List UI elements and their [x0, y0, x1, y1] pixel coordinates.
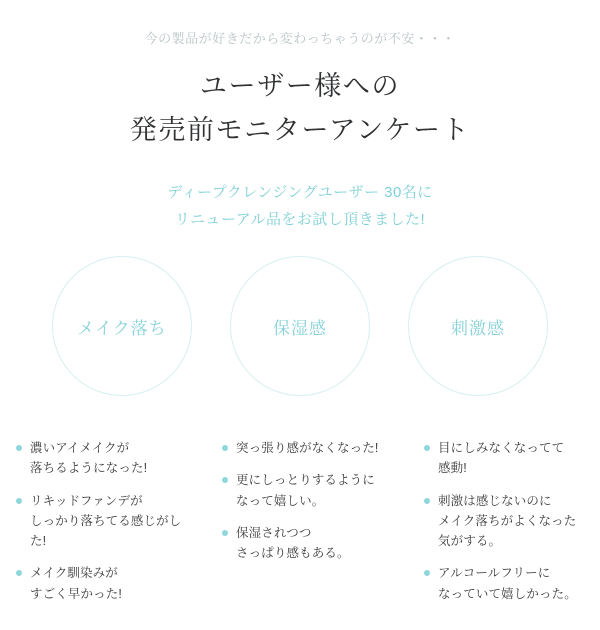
list-item-line: なっていて嬉しかった。	[438, 586, 577, 601]
lead-line-2: リニューアル品をお試し頂きました!	[174, 211, 426, 229]
category-circle-label: 刺激感	[450, 318, 506, 338]
list-item	[222, 438, 390, 458]
page-title	[0, 65, 600, 152]
lead-line-1: ディープクレンジングユーザー 30名に	[167, 183, 433, 201]
list-item-line: 濃いアイメイクが	[30, 441, 130, 455]
category-circle-label: 保湿感	[272, 318, 328, 338]
list-item-line: リキッドファンデが	[30, 493, 143, 508]
list-item-line: 落ちるようになった!	[30, 461, 148, 476]
list-item-line: 更にしっとりするように	[236, 473, 375, 488]
list-item	[424, 491, 590, 552]
list-item-line: メイク馴染みが	[30, 566, 118, 581]
list-item	[16, 563, 190, 604]
list-item	[222, 523, 390, 564]
list-item	[424, 563, 590, 604]
list-item-line: すごく早かった!	[30, 586, 122, 601]
list-item-line: アルコールフリーに	[438, 566, 551, 581]
category-circle-label: メイク落ち	[77, 318, 167, 338]
list-item-line: 目にしみなくなってて	[438, 441, 565, 455]
category-circles	[0, 256, 600, 406]
comments-column-moisture	[200, 438, 400, 616]
list-item-line: さっぱり感もある。	[236, 546, 350, 560]
list-item	[16, 438, 190, 479]
list-item-line: 気がする。	[438, 534, 502, 548]
survey-infographic	[0, 30, 600, 630]
page-title-line-1: ユーザー様への	[199, 71, 401, 102]
comments-columns	[0, 438, 600, 616]
category-circle-makeup-removal	[52, 256, 192, 396]
list-item-line: メイク落ちがよくなった	[438, 513, 577, 528]
comments-column-makeup-removal	[0, 438, 200, 616]
list-item	[424, 438, 590, 479]
lead-text	[0, 179, 600, 235]
list-item	[16, 491, 190, 552]
eyebrow-text: 今の製品が好きだから変わっちゃうのが不安・・・	[144, 31, 456, 46]
category-circle-moisture	[230, 256, 370, 396]
list-item-line: なって嬉しい。	[236, 493, 325, 508]
comments-column-irritation	[400, 438, 600, 616]
list-item	[222, 470, 390, 511]
category-circle-irritation	[408, 256, 548, 396]
list-item-line: 感動!	[438, 461, 467, 476]
list-item-line: 刺激は感じないのに	[438, 493, 552, 508]
list-item-line: しっかり落ちてる感じがした!	[30, 513, 182, 548]
list-item-line: 突っ張り感がなくなった!	[236, 441, 379, 455]
list-item-line: 保湿されつつ	[236, 525, 312, 540]
page-title-line-2: 発売前モニターアンケート	[129, 114, 471, 145]
